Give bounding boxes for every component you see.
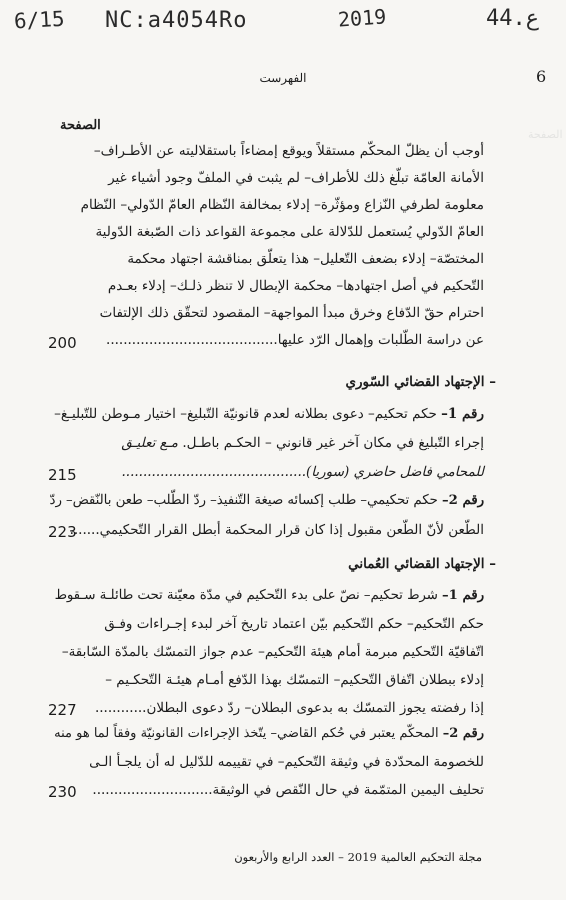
omani-case2-line: للخصومة المحدّدة في وثيقة التّحكيم– في تقييمه للدّليل له أن يلجـأ الـى — [89, 754, 484, 770]
case-label: رقم 2– — [441, 493, 484, 508]
page-column-heading: الصفحة — [60, 118, 101, 133]
syrian-case2-line — [50, 491, 484, 511]
case-label: رقم 2– — [442, 726, 484, 741]
handwritten-annotation-left: 6/15 — [13, 6, 66, 34]
case-text: إجراء التّبليغ في مكان آخر غير قانوني – الحكـم باطـل. — [178, 435, 484, 451]
entry1-line: التّحكيم في أصل اجتهادها– محكمة الإبطال لا تنظر ذلـك– إدلاء بعـدم — [107, 278, 484, 294]
case-text: شرط تحكيم– نصّ على بدء التّحكيم في مدّة معيّنة تحت طائلـة سـقوط — [54, 588, 438, 603]
syrian-case1-page-number: 215 — [48, 466, 77, 484]
case-label: رقم 1– — [441, 588, 484, 603]
case-text: المحكّم يعتبر في حُكم القاضي– يتّخذ الإجراءات القانونيّة وفقاً لما هو منه — [54, 726, 439, 741]
entry1-line: الأمانة العامّة تبلّغ ذلك للأطراف– لم يثبت في الملفّ وجود أشياء غير — [108, 170, 484, 186]
entry1-line: العامّ الدّولي يُستعمل للدّلالة على مجموعة القواعد ذات الصّبغة الدّولية — [95, 224, 484, 240]
omani-case2-page-number: 230 — [48, 783, 77, 801]
ghost-column-heading: الصفحة — [528, 128, 563, 141]
running-title: الفهرست — [259, 71, 307, 85]
omani-case1-page-number: 227 — [48, 701, 77, 719]
syrian-case2-page-number: 223 — [48, 523, 77, 541]
omani-case2-line — [54, 724, 484, 744]
entry1-line: معلومة لطرفي النّزاع ومؤثّرة– إدلاء بمخالفة النّظام العامّ الدّولي– النّظام — [80, 197, 484, 213]
syrian-case1-line — [54, 404, 484, 424]
syrian-case2-line: الطّعن لأنّ الطّعن مقبول إذا كان قرار المحكمة أبطل القرار التّحكيمي....... — [69, 522, 484, 538]
handwritten-annotation-year: 2019 — [337, 4, 387, 32]
omani-case1-line: اتّفاقيّة التّحكيم مبرمة أمام هيئة التّحكيم– عدم جواز التمسّك بالمدّة السّابقة– — [61, 644, 484, 660]
handwritten-annotation-call-number: NC:a4054Ro — [105, 8, 248, 33]
omani-case2-line: تحليف اليمين المتمّمة في حال النّقص في الوثيقة............................ — [92, 782, 484, 798]
omani-case1-line: حكم التّحكيم– حكم التّحكيم بيّن اعتماد تاريخ آخر لبدء إجـراءات وفـق — [104, 616, 484, 632]
syrian-case1-line: للمحامي فاضل حاضري (سوريا)........................................... — [121, 464, 484, 480]
entry1-line: المختصّة– إدلاء بضعف التّعليل– هذا يتعلّق بمناقشة اجتهاد محكمة — [127, 251, 484, 267]
commentary-note: مـع تعليـق — [121, 435, 179, 451]
entry1-line: احترام حقّ الدّفاع وخرق مبدأ المواجهة– المقصود لتحقّق ذلك الإلتفات — [99, 305, 484, 321]
page-number: 6 — [536, 67, 547, 86]
case-label: رقم 1– — [441, 406, 484, 422]
entry1-page-number: 200 — [48, 334, 77, 352]
section-title-syrian: – الإجتهاد القضائي السّوري — [345, 374, 496, 390]
entry1-line: عن دراسة الطّلبات وإهمال الرّد عليها........................................ — [106, 332, 484, 348]
section-title-omani: – الإجتهاد القضائي العُماني — [348, 556, 496, 572]
omani-case1-line: إدلاء ببطلان اتّفاق التّحكيم– التمسّك بهذا الدّفع أمـام هيئـة التّحكـيم – — [105, 672, 484, 688]
omani-case1-line — [55, 586, 484, 606]
case-text: حكم تحكيمي– طلب إكسائه صيغة التّنفيذ– ردّ الطّلب– طعن بالنّقض– ردّ — [49, 493, 438, 508]
case-text: حكم تحكيم– دعوى بطلانه لعدم قانونيّة التّبليغ– اختيار مـوطن للتّبليـغ– — [54, 406, 437, 422]
entry1-line: أوجب أن يظلّ المحكّم مستقلاً ويوقع إمضاءاً باستقلاليته عن الأطـراف– — [93, 143, 484, 159]
journal-footer: مجلة التحكيم العالمية 2019 – العدد الرابع والأربعون — [234, 850, 482, 864]
syrian-case1-line — [121, 433, 484, 453]
omani-case1-line: إذا رفضته يجوز التمسّك به بدعوى البطلان– ردّ دعوى البطلان............ — [94, 700, 484, 716]
handwritten-annotation-right: 44.ع — [486, 6, 539, 31]
